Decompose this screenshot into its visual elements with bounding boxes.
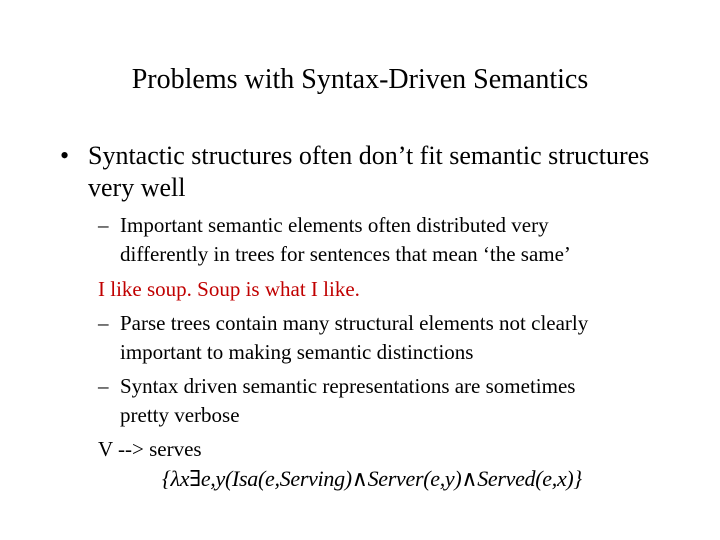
rule-label: V --> serves (98, 437, 202, 461)
bullet-text: Syntactic structures often don’t fit semantic structures very well (88, 141, 650, 202)
sub-item-line: differently in trees for sentences that mean ‘the same’ (120, 242, 571, 266)
sub-item-line: Important semantic elements often distributed very (120, 213, 549, 237)
sub-item-line: pretty verbose (120, 403, 240, 427)
sub-item-line: important to making semantic distinctions (120, 340, 474, 364)
lambda-formula: {λx∃e,y(Isa(e,Serving)∧Server(e,y)∧Served(e,x)} (162, 466, 582, 491)
bullet-mark: • (60, 141, 70, 170)
sub-item-line: Syntax driven semantic representations are sometimes (120, 374, 576, 398)
example-sentences: I like soup. Soup is what I like. (98, 277, 360, 301)
dash-mark: – (98, 213, 109, 237)
slide-title: Problems with Syntax-Driven Semantics (131, 64, 589, 95)
sub-item-line: Parse trees contain many structural elements not clearly (120, 311, 589, 335)
dash-mark: – (98, 374, 109, 398)
dash-mark: – (98, 311, 109, 335)
